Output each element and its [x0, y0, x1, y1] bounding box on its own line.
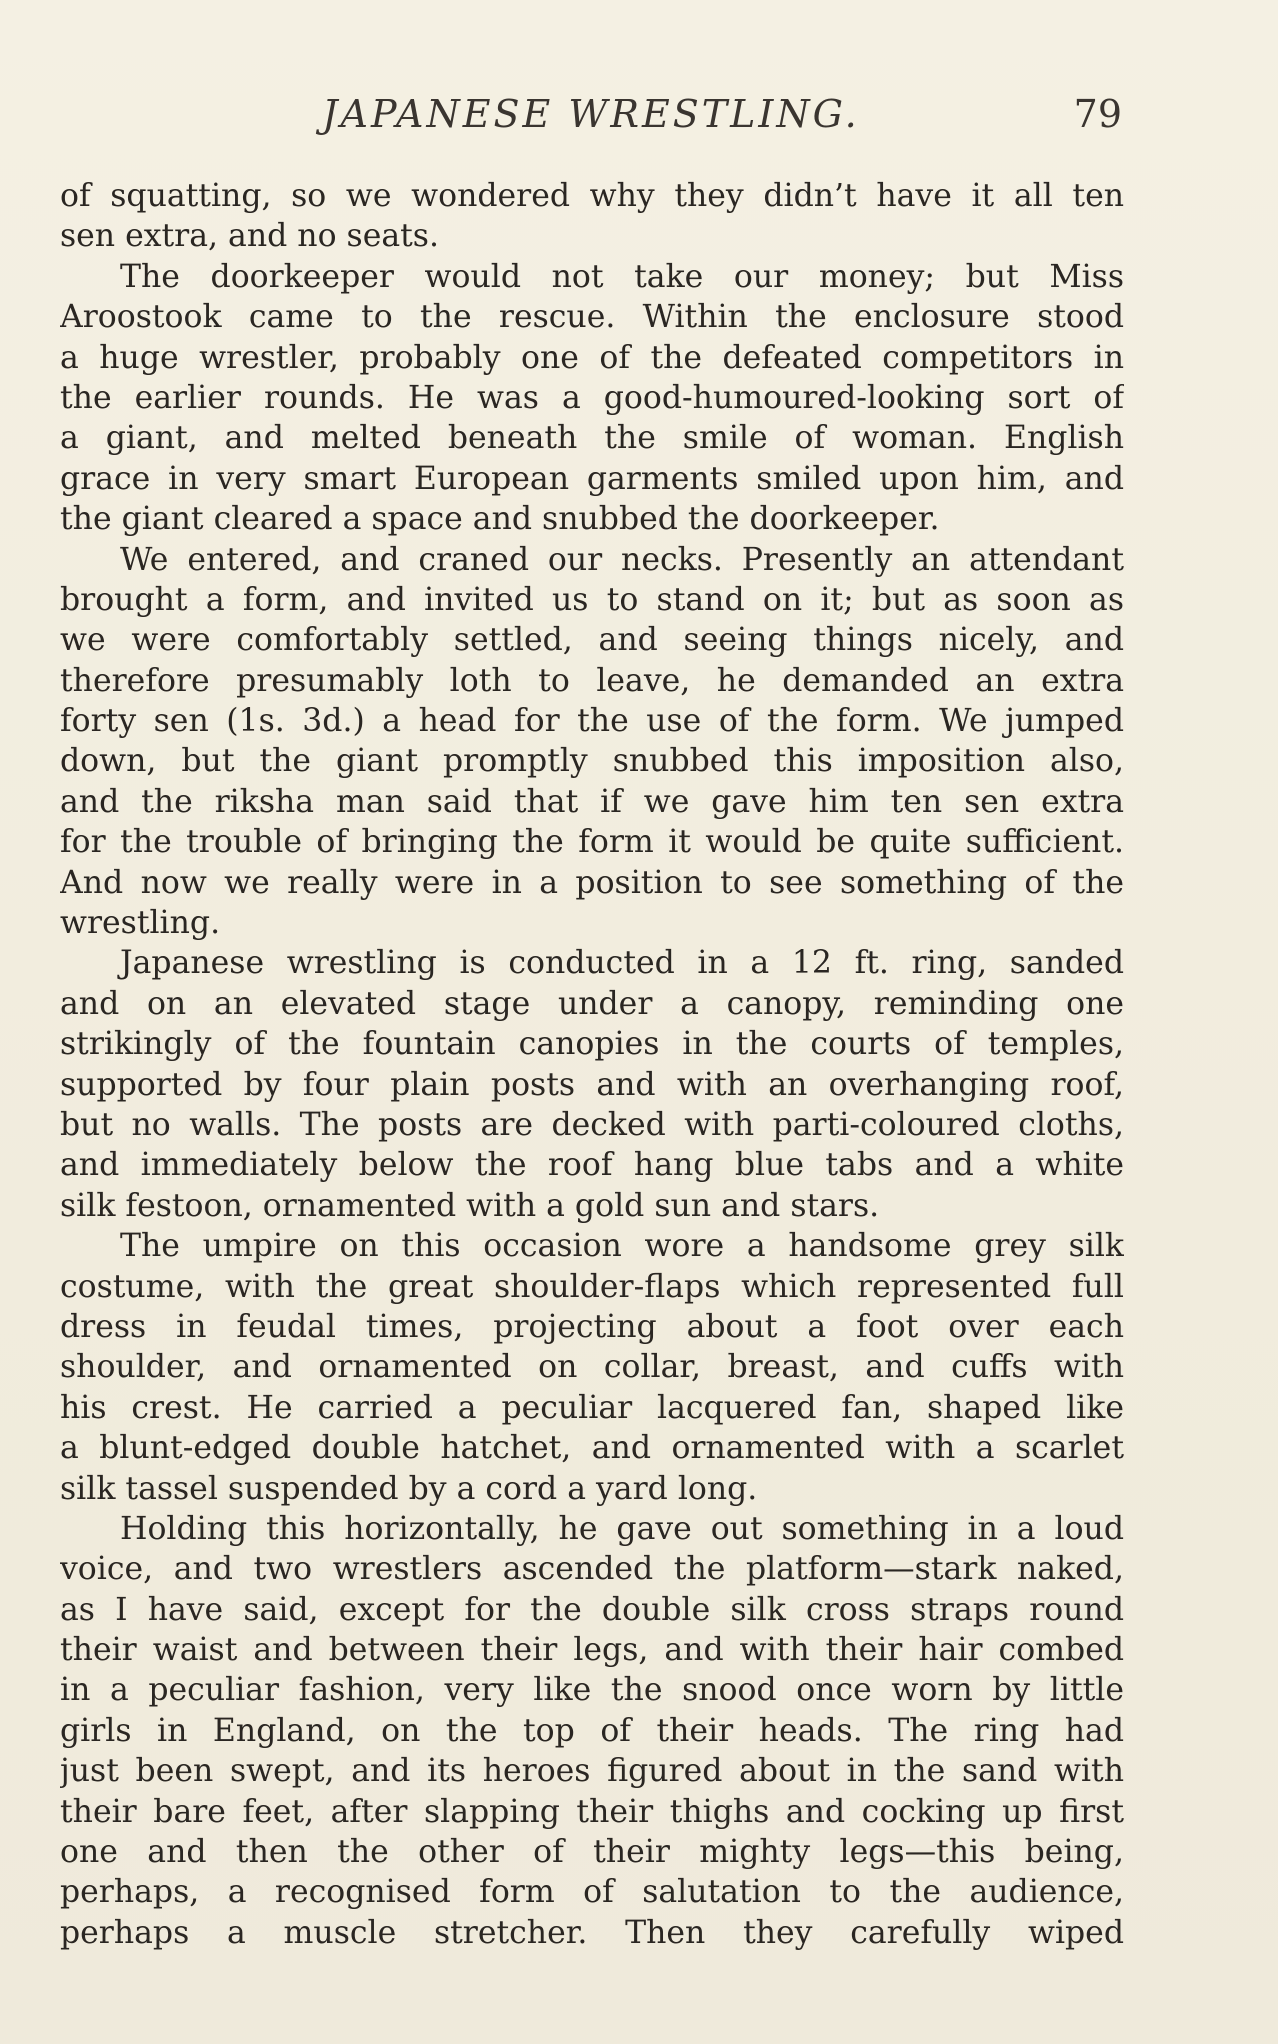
text-line: as I have said, except for the double silk cross straps round [60, 1591, 1124, 1628]
text-line: one and then the other of their mighty legs—this being, [60, 1834, 1124, 1871]
text-line: his crest. He carried a peculiar lacquered fan, shaped like [60, 1389, 1124, 1426]
text-line: wrestling. [60, 905, 221, 942]
text-line: a blunt-edged double hatchet, and ornamented with a scarlet [60, 1430, 1124, 1467]
text-line: Holding this horizontally, he gave out something in a loud [120, 1510, 1124, 1547]
text-line: silk festoon, ornamented with a gold sun and stars. [60, 1187, 880, 1224]
text-line: costume, with the great shoulder-flaps which represented full [60, 1268, 1124, 1305]
text-line: forty sen (1s. 3d.) a head for the use of the form. We jumped [60, 703, 1124, 740]
text-line: perhaps, a recognised form of salutation to the audience, [60, 1874, 1124, 1911]
text-line: supported by four plain posts and with an overhanging roof, [60, 1066, 1124, 1103]
text-line: a huge wrestler, probably one of the defeated competitors in [60, 339, 1124, 376]
text-line: of squatting, so we wondered why they didn’t have it all ten [60, 178, 1124, 214]
text-line: and on an elevated stage under a canopy, reminding one [60, 985, 1124, 1022]
text-line: their waist and between their legs, and with their hair combed [60, 1632, 1124, 1669]
text-line: dress in feudal times, projecting about a foot over each [60, 1308, 1124, 1345]
text-line: Japanese wrestling is conducted in a 12 ft. ring, sanded [120, 945, 1124, 982]
text-line: And now we really were in a position to see something of the [60, 864, 1124, 901]
text-line: we were comfortably settled, and seeing things nicely, and [60, 622, 1124, 659]
page-number: 79 [1073, 92, 1122, 136]
text-line: the earlier rounds. He was a good-humoured-looking sort of [60, 379, 1124, 416]
text-line: and immediately below the roof hang blue tabs and a white [60, 1147, 1124, 1184]
text-line: just been swept, and its heroes figured about in the sand with [60, 1753, 1124, 1790]
text-line: girls in England, on the top of their heads. The ring had [60, 1712, 1124, 1749]
text-line: down, but the giant promptly snubbed this imposition also, [60, 743, 1124, 780]
text-line: therefore presumably loth to leave, he demanded an extra [60, 662, 1124, 699]
body-text [60, 176, 1124, 1953]
text-line: their bare feet, after slapping their thighs and cocking up first [60, 1793, 1124, 1830]
text-line: The doorkeeper would not take our money; but Miss [120, 258, 1124, 295]
text-line: We entered, and craned our necks. Presently an attendant [120, 541, 1124, 578]
running-head [60, 92, 1122, 142]
text-line: The umpire on this occasion wore a handsome grey silk [120, 1228, 1124, 1265]
text-line: shoulder, and ornamented on collar, breast, and cuffs with [60, 1349, 1124, 1386]
text-line: silk tassel suspended by a cord a yard long. [60, 1470, 758, 1507]
text-line: the giant cleared a space and snubbed the doorkeeper. [60, 501, 940, 538]
text-line: but no walls. The posts are decked with parti-coloured cloths, [60, 1106, 1124, 1143]
text-line: in a peculiar fashion, very like the snood once worn by little [60, 1672, 1124, 1709]
text-line: a giant, and melted beneath the smile of woman. English [60, 420, 1124, 457]
text-line: strikingly of the fountain canopies in the courts of temples, [60, 1026, 1124, 1063]
text-line: for the trouble of bringing the form it would be quite sufficient. [60, 824, 1124, 861]
text-line: perhaps a muscle stretcher. Then they carefully wiped [60, 1914, 1124, 1951]
text-line: sen extra, and no seats. [60, 218, 439, 255]
text-line: grace in very smart European garments smiled upon him, and [60, 460, 1124, 497]
running-title: JAPANESE WRESTLING. [322, 92, 860, 136]
text-line: and the riksha man said that if we gave him ten sen extra [60, 783, 1124, 820]
text-line: voice, and two wrestlers ascended the platform—stark naked, [60, 1551, 1124, 1588]
text-line: Aroostook came to the rescue. Within the enclosure stood [60, 299, 1124, 336]
text-line: brought a form, and invited us to stand on it; but as soon as [60, 581, 1124, 618]
